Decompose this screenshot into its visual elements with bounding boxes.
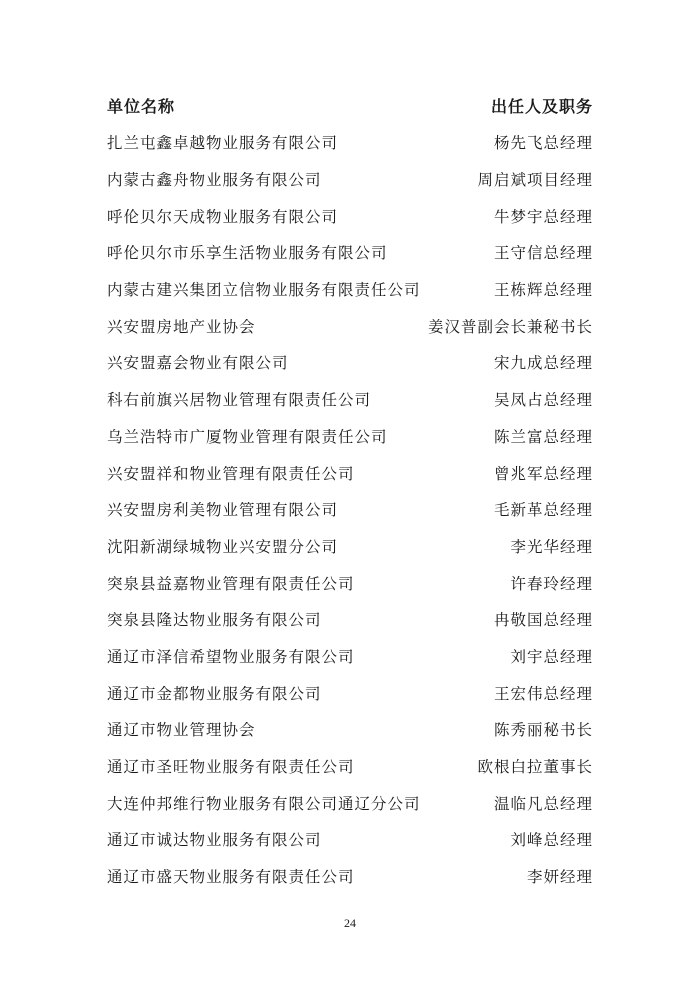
unit-name: 乌兰浩特市广厦物业管理有限责任公司 [107, 427, 388, 446]
list-item [107, 161, 593, 198]
unit-name: 兴安盟房利美物业管理有限公司 [107, 501, 339, 520]
person-title: 陈兰富总经理 [493, 427, 593, 446]
list-item [107, 638, 593, 675]
list-item [107, 307, 593, 344]
person-title: 冉敬国总经理 [493, 611, 593, 630]
person-title: 欧根白拉董事长 [477, 758, 593, 777]
list-item [107, 234, 593, 271]
list-item [107, 674, 593, 711]
list-item [107, 124, 593, 161]
unit-name: 兴安盟嘉会物业有限公司 [107, 354, 289, 373]
person-column-header: 出任人及职务 [490, 96, 593, 116]
unit-name: 扎兰屯鑫卓越物业服务有限公司 [107, 134, 339, 153]
person-title: 姜汉普副会长兼秘书长 [427, 317, 593, 336]
unit-name: 通辽市盛天物业服务有限责任公司 [107, 868, 355, 887]
list-item [107, 344, 593, 381]
unit-name: 科右前旗兴居物业管理有限责任公司 [107, 391, 372, 410]
unit-column-header: 单位名称 [107, 96, 176, 116]
person-title: 牛梦宇总经理 [493, 207, 593, 226]
unit-name: 通辽市金都物业服务有限公司 [107, 684, 322, 703]
unit-name: 兴安盟房地产业协会 [107, 317, 256, 336]
person-title: 陈秀丽秘书长 [493, 721, 593, 740]
unit-name: 兴安盟祥和物业管理有限责任公司 [107, 464, 355, 483]
person-title: 杨先飞总经理 [493, 134, 593, 153]
person-title: 王栋辉总经理 [493, 281, 593, 300]
person-title: 刘峰总经理 [510, 831, 593, 850]
list-item [107, 784, 593, 821]
person-title: 毛新革总经理 [493, 501, 593, 520]
unit-name: 通辽市物业管理协会 [107, 721, 256, 740]
unit-name: 突泉县益嘉物业管理有限责任公司 [107, 574, 355, 593]
list-item [107, 528, 593, 565]
list-item [107, 491, 593, 528]
list-item [107, 564, 593, 601]
list-item [107, 711, 593, 748]
list-item [107, 271, 593, 308]
person-title: 吴凤占总经理 [493, 391, 593, 410]
list-item [107, 821, 593, 858]
table-header [107, 92, 593, 118]
unit-name: 沈阳新湖绿城物业兴安盟分公司 [107, 537, 339, 556]
unit-name: 呼伦贝尔天成物业服务有限公司 [107, 207, 339, 226]
person-title: 温临凡总经理 [493, 794, 593, 813]
person-title: 宋九成总经理 [493, 354, 593, 373]
unit-name: 通辽市诚达物业服务有限公司 [107, 831, 322, 850]
unit-name: 突泉县隆达物业服务有限公司 [107, 611, 322, 630]
member-list [107, 124, 593, 894]
page-number: 24 [344, 916, 356, 930]
person-title: 许春玲经理 [510, 574, 593, 593]
list-item [107, 601, 593, 638]
list-item [107, 454, 593, 491]
list-item [107, 858, 593, 895]
unit-name: 内蒙古建兴集团立信物业服务有限责任公司 [107, 281, 421, 300]
unit-name: 大连仲邦维行物业服务有限公司通辽分公司 [107, 794, 421, 813]
unit-name: 通辽市圣旺物业服务有限责任公司 [107, 758, 355, 777]
list-item [107, 418, 593, 455]
person-title: 周启斌项目经理 [477, 171, 593, 190]
list-item [107, 748, 593, 785]
person-title: 曾兆军总经理 [493, 464, 593, 483]
person-title: 李光华经理 [510, 537, 593, 556]
list-item [107, 197, 593, 234]
unit-name: 内蒙古鑫舟物业服务有限公司 [107, 171, 322, 190]
person-title: 李妍经理 [526, 868, 593, 887]
person-title: 王宏伟总经理 [493, 684, 593, 703]
unit-name: 通辽市泽信希望物业服务有限公司 [107, 647, 355, 666]
unit-name: 呼伦贝尔市乐享生活物业服务有限公司 [107, 244, 388, 263]
person-title: 王守信总经理 [493, 244, 593, 263]
list-item [107, 381, 593, 418]
person-title: 刘宇总经理 [510, 647, 593, 666]
